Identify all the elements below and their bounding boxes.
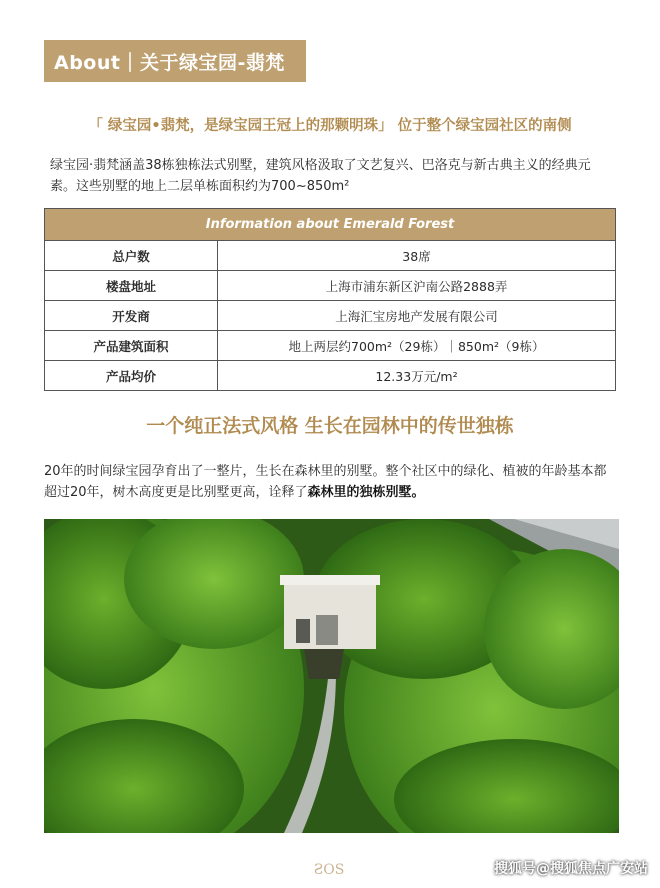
watermark: 搜狐号@搜狐焦点广安站 bbox=[494, 861, 648, 877]
table-row bbox=[45, 271, 616, 301]
footer-logo: ƧOS bbox=[313, 862, 345, 878]
row-label: 楼盘地址 bbox=[45, 271, 218, 301]
section-header-title: About｜关于绿宝园-翡梵 bbox=[54, 51, 285, 74]
section-title: 一个纯正法式风格 生长在园林中的传世独栋 bbox=[146, 415, 514, 437]
row-value: 地上两层约700m²（29栋）｜850m²（9栋） bbox=[218, 331, 616, 361]
row-value: 上海汇宝房地产发展有限公司 bbox=[218, 301, 616, 331]
row-value: 38席 bbox=[218, 241, 616, 271]
info-table-title: Information about Emerald Forest bbox=[45, 209, 616, 241]
section-body-bold: 森林里的独栋别墅。 bbox=[307, 485, 425, 500]
row-label: 产品均价 bbox=[45, 361, 218, 391]
table-row bbox=[45, 241, 616, 271]
tagline: 「 绿宝园•翡梵，是绿宝园王冠上的那颗明珠」 位于整个绿宝园社区的南侧 bbox=[88, 118, 572, 134]
aerial-villa-photo bbox=[44, 519, 619, 833]
row-value: 上海市浦东新区沪南公路2888弄 bbox=[218, 271, 616, 301]
intro-paragraph: 绿宝园·翡梵涵盖38栋独栋法式别墅，建筑风格汲取了文艺复兴、巴洛克与新古典主义的经典元素。这些别墅的地上二层单栋面积约为700~850m² bbox=[50, 158, 591, 194]
section-body-text: 20年的时间绿宝园孕育出了一整片，生长在森林里的别墅。整个社区中的绿化、植被的年龄基本都超过20年，树木高度更是比别墅更高，诠释了 bbox=[44, 464, 607, 500]
section-header bbox=[44, 40, 306, 82]
row-value: 12.33万元/m² bbox=[218, 361, 616, 391]
info-table bbox=[44, 208, 616, 391]
row-label: 总户数 bbox=[45, 241, 218, 271]
row-label: 开发商 bbox=[45, 301, 218, 331]
table-row bbox=[45, 301, 616, 331]
table-row bbox=[45, 361, 616, 391]
table-row bbox=[45, 331, 616, 361]
section-paragraph bbox=[44, 461, 619, 503]
row-label: 产品建筑面积 bbox=[45, 331, 218, 361]
